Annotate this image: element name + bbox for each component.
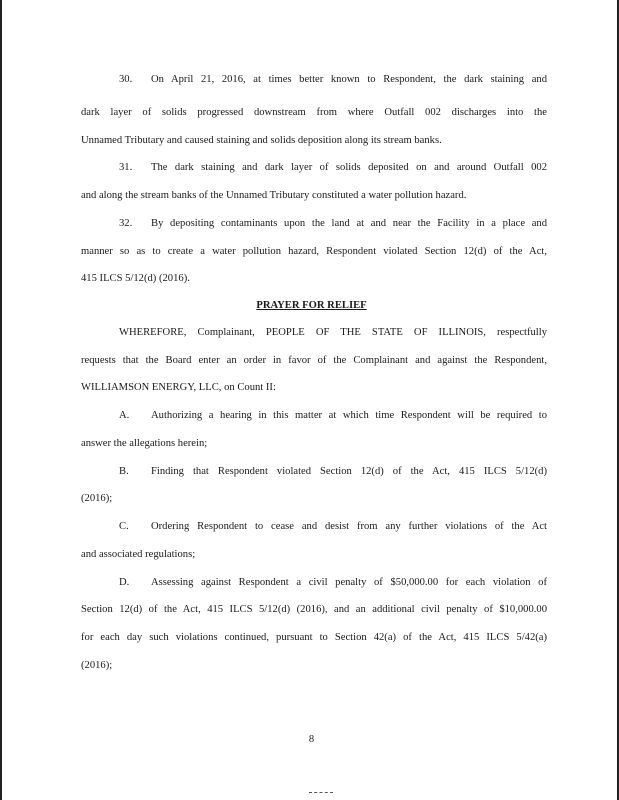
item-letter: C. xyxy=(119,521,129,532)
item-text-line: and associated regulations; xyxy=(81,549,196,560)
paragraph-text-line: The dark staining and dark layer of solids deposited on and around Outfall 002 xyxy=(151,162,547,173)
item-letter: D. xyxy=(119,577,130,588)
paragraph-text-line: and along the stream banks of the Unnamed Tributary constituted a water pollution hazard. xyxy=(81,190,467,201)
paragraph-text-line: On April 21, 2016, at times better known to Respondent, the dark staining and xyxy=(151,74,547,85)
scan-mark xyxy=(309,792,333,795)
paragraph-text-line: By depositing contaminants upon the land at and near the Facility in a place and xyxy=(151,218,547,229)
item-text-line: answer the allegations herein; xyxy=(81,438,208,449)
item-letter: A. xyxy=(119,410,130,421)
wherefore-line: WILLIAMSON ENERGY, LLC, on Count II: xyxy=(81,382,276,393)
item-text-line: for each day such violations continued, pursuant to Section 42(a) of the Act, 415 ILCS 5/42(a) xyxy=(81,632,547,643)
item-text-line: Ordering Respondent to cease and desist from any further violations of the Act xyxy=(151,521,547,532)
paragraph-number: 31. xyxy=(119,162,133,173)
item-letter: B. xyxy=(119,466,129,477)
item-text-line: Assessing against Respondent a civil penalty of $50,000.00 for each violation of xyxy=(151,577,547,588)
paragraph-text-line: dark layer of solids progressed downstream from where Outfall 002 discharges into the xyxy=(81,107,547,118)
item-text-line: Finding that Respondent violated Section 12(d) of the Act, 415 ILCS 5/12(d) xyxy=(151,466,547,477)
paragraph-number: 32. xyxy=(119,218,133,229)
page-number: 8 xyxy=(308,734,315,745)
item-text-line: Section 12(d) of the Act, 415 ILCS 5/12(d) (2016), and an additional civil penalty of $10,000.00 xyxy=(81,604,547,615)
paragraph-text-line: Unnamed Tributary and caused staining and solids deposition along its stream banks. xyxy=(81,135,442,146)
wherefore-line: requests that the Board enter an order in favor of the Complainant and against the Respondent, xyxy=(81,355,547,366)
paragraph-number: 30. xyxy=(119,74,133,85)
item-text-line: Authorizing a hearing in this matter at which time Respondent will be required to xyxy=(151,410,547,421)
section-heading: PRAYER FOR RELIEF xyxy=(256,300,367,311)
item-text-line: (2016); xyxy=(81,493,113,504)
wherefore-line: WHEREFORE, Complainant, PEOPLE OF THE STATE OF ILLINOIS, respectfully xyxy=(119,327,547,338)
paragraph-text-line: manner so as to create a water pollution hazard, Respondent violated Section 12(d) of the Act, xyxy=(81,246,547,257)
item-text-line: (2016); xyxy=(81,660,113,671)
paragraph-text-line: 415 ILCS 5/12(d) (2016). xyxy=(81,273,190,284)
